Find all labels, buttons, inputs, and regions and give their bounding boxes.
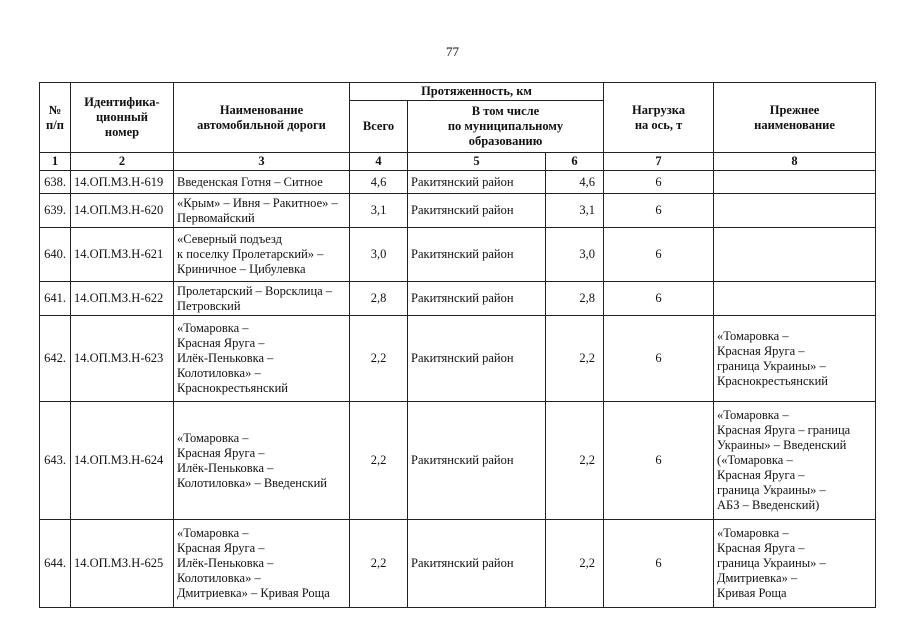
former-name (714, 228, 876, 282)
district-name: Ракитянский район (408, 402, 546, 520)
district-length: 3,1 (546, 194, 604, 228)
length-total: 2,2 (350, 402, 408, 520)
header-name: Наименование автомобильной дороги (174, 83, 350, 153)
length-total: 2,2 (350, 316, 408, 402)
header-load: Нагрузка на ось, т (604, 83, 714, 153)
row-number: 638. (40, 171, 71, 194)
road-id: 14.ОП.МЗ.Н-619 (71, 171, 174, 194)
table-row (40, 228, 876, 282)
district-name: Ракитянский район (408, 282, 546, 316)
length-total: 3,1 (350, 194, 408, 228)
district-length: 3,0 (546, 228, 604, 282)
road-name: «Томаровка – Красная Яруга – Илёк-Пеньковка – Колотиловка» – Введенский (174, 402, 350, 520)
length-total: 2,8 (350, 282, 408, 316)
district-length: 2,2 (546, 402, 604, 520)
road-name: «Томаровка – Красная Яруга – Илёк-Пеньковка – Колотиловка» – Дмитриевка» – Кривая Роща (174, 520, 350, 608)
table-row (40, 316, 876, 402)
former-name: «Томаровка – Красная Яруга – граница Украины» – Введенский («Томаровка – Красная Яруга – граница Украины» – АБЗ – Введенский) (714, 402, 876, 520)
length-total: 4,6 (350, 171, 408, 194)
column-number: 5 (408, 153, 546, 171)
road-id: 14.ОП.МЗ.Н-623 (71, 316, 174, 402)
district-length: 2,8 (546, 282, 604, 316)
header-num: № п/п (40, 83, 71, 153)
header-total: Всего (350, 101, 408, 153)
axle-load: 6 (604, 316, 714, 402)
former-name (714, 282, 876, 316)
table-row (40, 171, 876, 194)
axle-load: 6 (604, 194, 714, 228)
axle-load: 6 (604, 282, 714, 316)
former-name (714, 194, 876, 228)
roads-table (39, 82, 876, 608)
road-id: 14.ОП.МЗ.Н-620 (71, 194, 174, 228)
road-name: «Крым» – Ивня – Ракитное» – Первомайский (174, 194, 350, 228)
road-id: 14.ОП.МЗ.Н-622 (71, 282, 174, 316)
column-number: 7 (604, 153, 714, 171)
road-name: Введенская Готня – Ситное (174, 171, 350, 194)
length-total: 2,2 (350, 520, 408, 608)
column-number: 1 (40, 153, 71, 171)
road-name: «Томаровка – Красная Яруга – Илёк-Пеньковка – Колотиловка» – Краснокрестьянский (174, 316, 350, 402)
row-number: 640. (40, 228, 71, 282)
table-row (40, 402, 876, 520)
district-name: Ракитянский район (408, 171, 546, 194)
column-number: 3 (174, 153, 350, 171)
district-name: Ракитянский район (408, 194, 546, 228)
row-number: 641. (40, 282, 71, 316)
length-total: 3,0 (350, 228, 408, 282)
column-number: 8 (714, 153, 876, 171)
column-number: 6 (546, 153, 604, 171)
former-name (714, 171, 876, 194)
column-number: 4 (350, 153, 408, 171)
table-row (40, 520, 876, 608)
road-name: Пролетарский – Ворсклица – Петровский (174, 282, 350, 316)
district-name: Ракитянский район (408, 520, 546, 608)
district-length: 4,6 (546, 171, 604, 194)
district-length: 2,2 (546, 520, 604, 608)
column-number: 2 (71, 153, 174, 171)
row-number: 644. (40, 520, 71, 608)
district-name: Ракитянский район (408, 228, 546, 282)
row-number: 643. (40, 402, 71, 520)
road-id: 14.ОП.МЗ.Н-624 (71, 402, 174, 520)
row-number: 639. (40, 194, 71, 228)
road-id: 14.ОП.МЗ.Н-625 (71, 520, 174, 608)
header-former-name: Прежнее наименование (714, 83, 876, 153)
header-municipal: В том числе по муниципальному образованию (408, 101, 604, 153)
road-id: 14.ОП.МЗ.Н-621 (71, 228, 174, 282)
header-id: Идентифика- ционный номер (71, 83, 174, 153)
column-number-row (40, 153, 876, 171)
axle-load: 6 (604, 402, 714, 520)
axle-load: 6 (604, 520, 714, 608)
former-name: «Томаровка – Красная Яруга – граница Украины» – Краснокрестьянский (714, 316, 876, 402)
row-number: 642. (40, 316, 71, 402)
header-length-group: Протяженность, км (350, 83, 604, 101)
district-name: Ракитянский район (408, 316, 546, 402)
table-header (40, 83, 876, 171)
axle-load: 6 (604, 228, 714, 282)
table-body (40, 171, 876, 608)
page-number: 77 (446, 44, 459, 59)
table-row (40, 194, 876, 228)
former-name: «Томаровка – Красная Яруга – граница Украины» – Дмитриевка» – Кривая Роща (714, 520, 876, 608)
district-length: 2,2 (546, 316, 604, 402)
road-name: «Северный подъезд к поселку Пролетарский» – Криничное – Цибулевка (174, 228, 350, 282)
axle-load: 6 (604, 171, 714, 194)
table-row (40, 282, 876, 316)
